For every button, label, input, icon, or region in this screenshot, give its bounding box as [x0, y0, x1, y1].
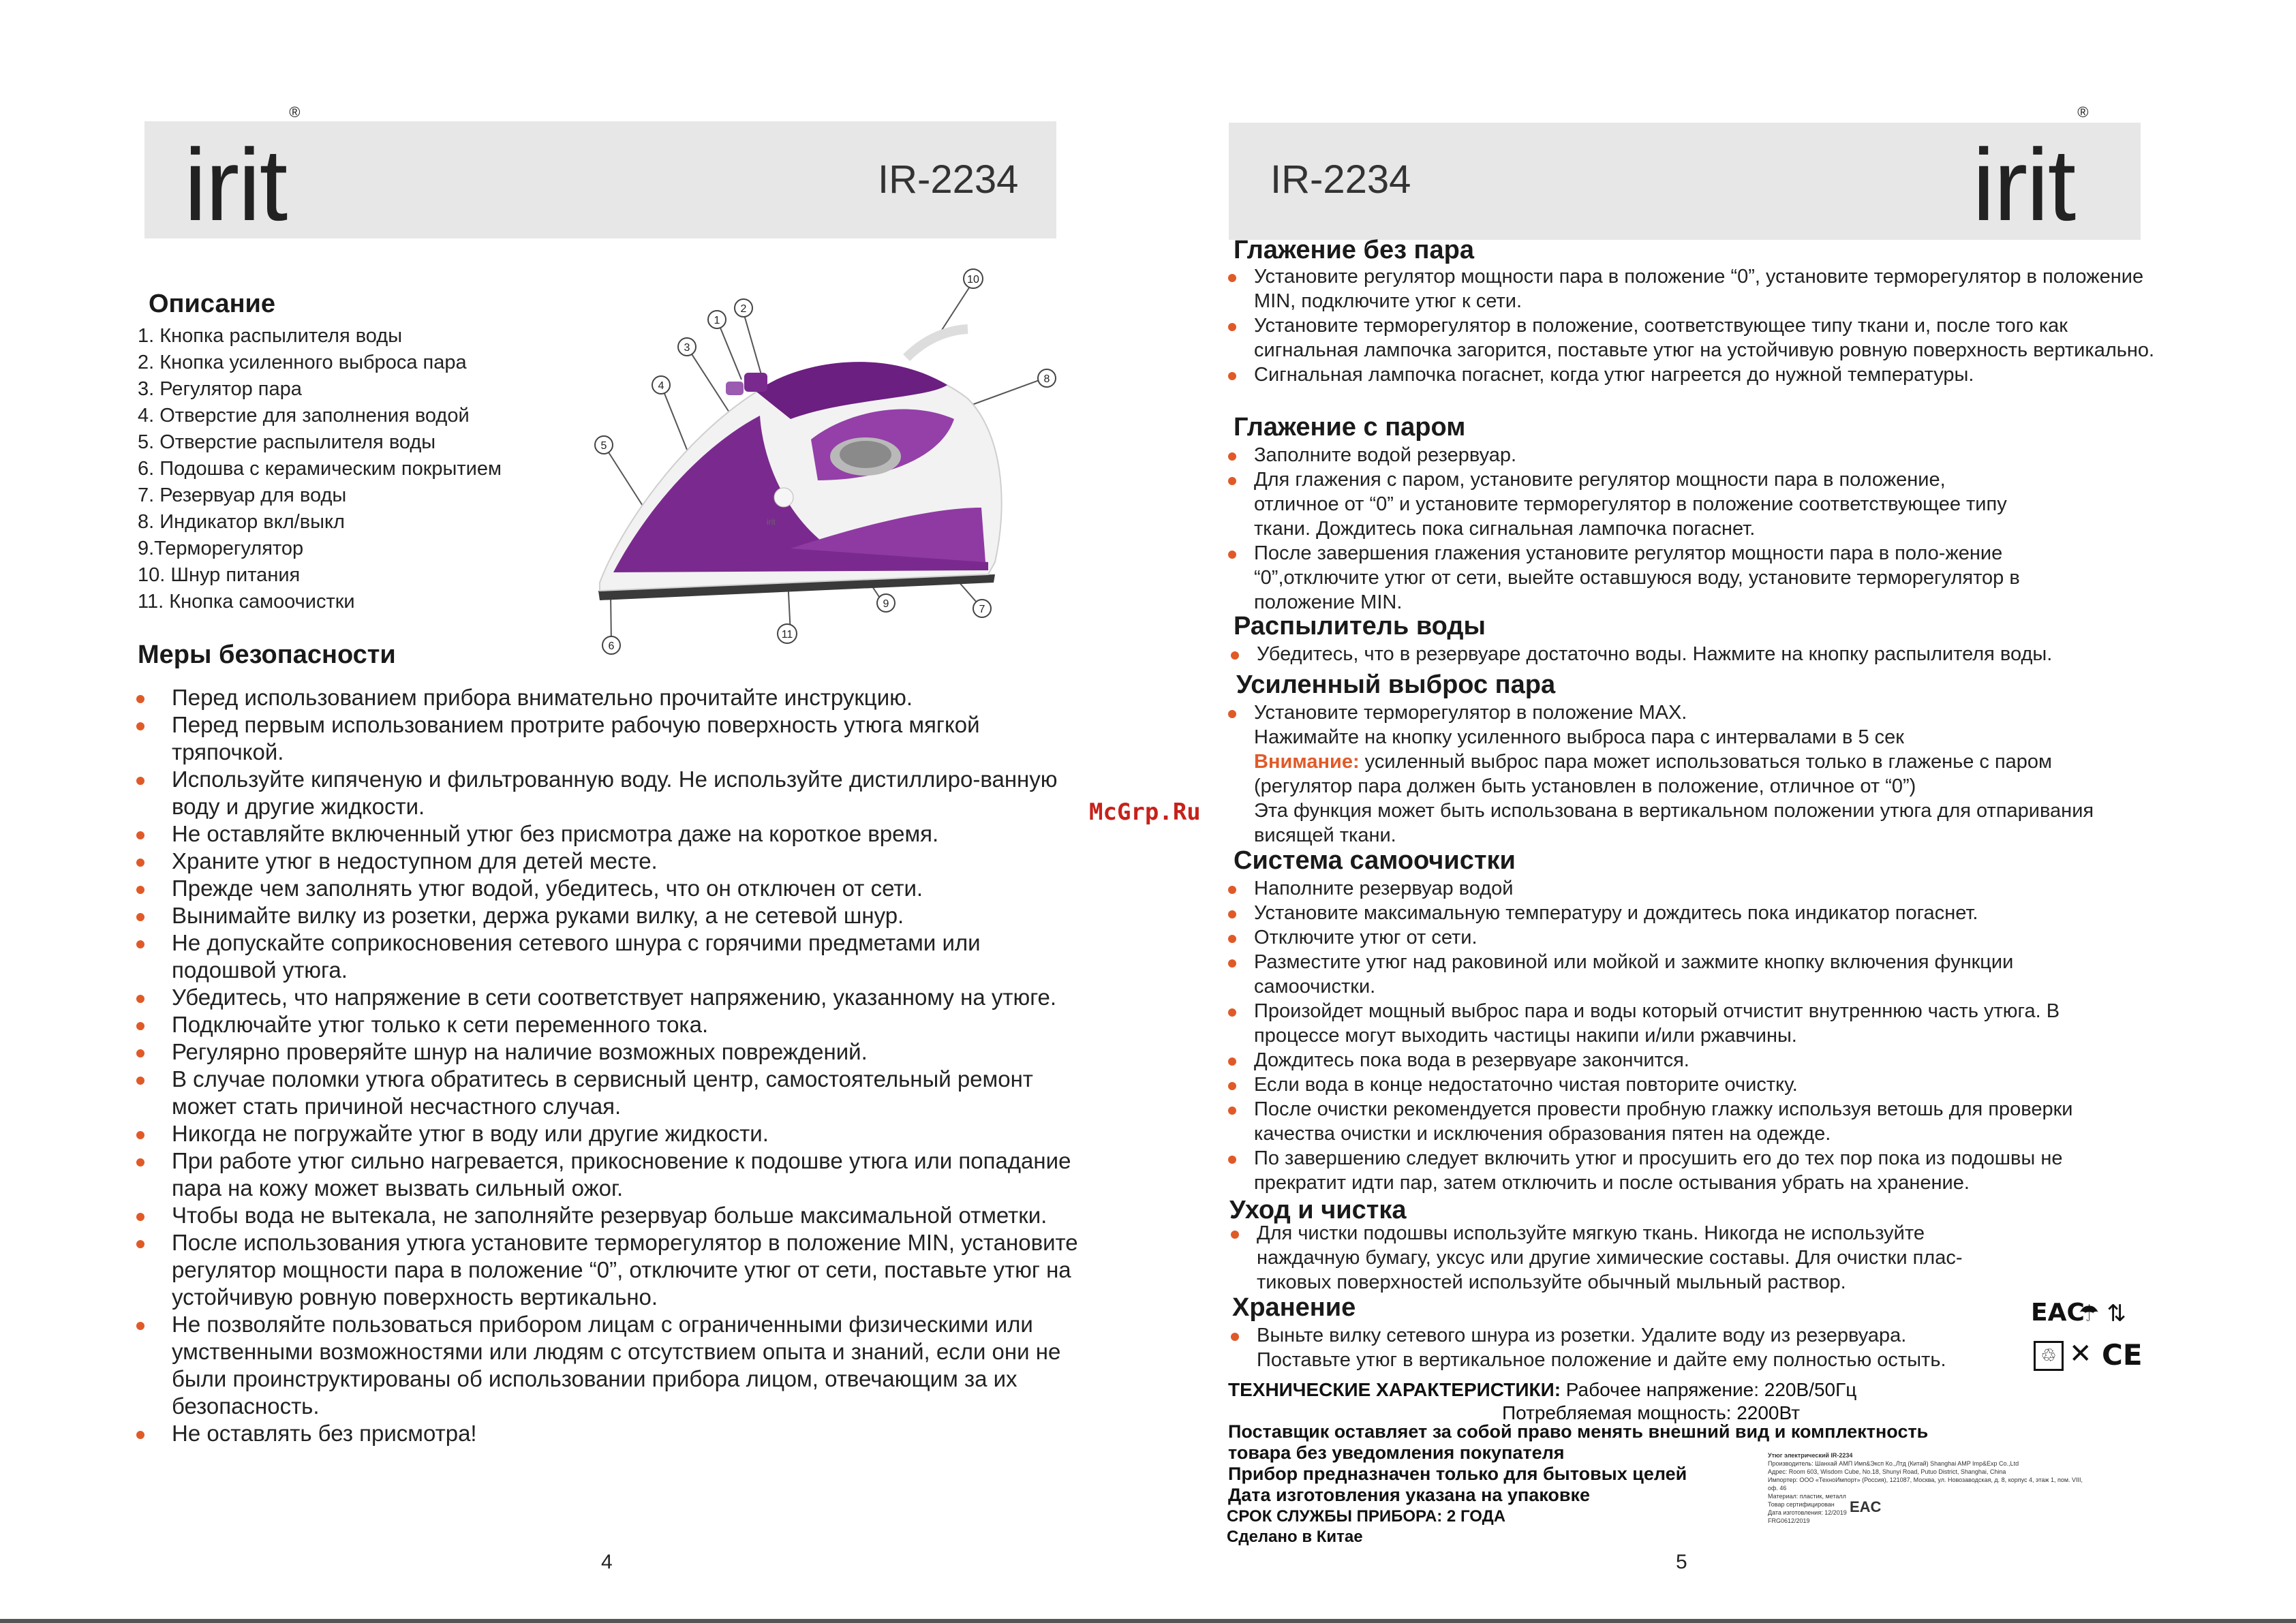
svg-text:9: 9: [883, 598, 889, 610]
instruction-item: Установите регулятор мощности пара в положение “0”, установите терморегулятор в положение MIN, подключите утюг к сети.: [1228, 264, 2169, 313]
svg-text:4: 4: [658, 380, 664, 392]
dry-list: [1228, 264, 2169, 387]
svg-text:8: 8: [1043, 373, 1050, 385]
instruction-item: Для глажения с паром, установите регулятор мощности пара в положение, отличное от “0” и установите терморегулятор в положение соответствующее типу ткани. Дождитесь пока сигнальная лампочка погаснет.: [1228, 467, 2032, 541]
selfclean-title: Система самоочистки: [1234, 846, 1516, 875]
svg-text:2: 2: [740, 303, 747, 315]
right-page: [1148, 0, 2296, 1623]
safety-item: При работе утюг сильно нагревается, прикосновение к подошве утюга или попадание пара на кожу может вызвать сильный ожог.: [136, 1147, 1084, 1202]
safety-item: Не позволяйте пользоваться прибором лицам с ограниченными физическими или умственными возможностями или людям с отсутствием опыта и знаний, если они не были проинструктированы об использовании прибора лицом, отвечающим за их безопасность.: [136, 1311, 1084, 1420]
instruction-item: После завершения глажения установите регулятор мощности пара в поло-жение “0”,отключите утюг от сети, выейте оставшуюся воду, установите терморегулятор в положение MIN.: [1228, 541, 2032, 615]
safety-item: Храните утюг в недоступном для детей месте.: [136, 848, 1084, 875]
callout-5: [595, 436, 613, 454]
safety-item: Используйте кипяченую и фильтрованную воду. Не используйте дистиллиро-ванную воду и другие жидкости.: [136, 766, 1084, 820]
warning-label: Внимание:: [1254, 751, 1360, 773]
description-item: 9.Терморегулятор: [138, 538, 304, 559]
storage-title: Хранение: [1232, 1293, 1356, 1322]
callout-8: [1038, 369, 1056, 387]
selfclean-list: [1228, 876, 2114, 1195]
description-item: 10. Шнур питания: [138, 564, 301, 586]
brand-logo-left: irit®: [184, 104, 299, 242]
description-item: 8. Индикатор вкл/выкл: [138, 511, 345, 533]
care-title: Уход и чистка: [1229, 1196, 1407, 1224]
callout-6: [602, 636, 620, 654]
made-in: Сделано в Китае: [1227, 1528, 1363, 1546]
certification-marks: [2031, 1299, 2154, 1380]
safety-item: Регулярно проверяйте шнур на наличие возможных повреждений.: [136, 1038, 1084, 1066]
self-clean-button: [774, 488, 793, 507]
safety-item: В случае поломки утюга обратитесь в сервисный центр, самостоятельный ремонт может стать причиной несчастного случая.: [136, 1066, 1084, 1120]
eac-mark: EAC: [2031, 1299, 2085, 1327]
description-item: 11. Кнопка самоочистки: [138, 591, 355, 613]
safety-item: Чтобы вода не вытекала, не заполняйте резервуар больше максимальной отметки.: [136, 1202, 1084, 1229]
safety-title: Меры безопасности: [138, 640, 396, 669]
description-item: 3. Регулятор пара: [138, 378, 302, 400]
callout-1: [708, 311, 726, 328]
instruction-item: Выньте вилку сетевого шнура из розетки. Удалите воду из резервуара. Поставьте утюг в вертикальное положение и дайте ему полностью остыть.: [1231, 1323, 2001, 1372]
description-list: [138, 323, 628, 615]
svg-text:6: 6: [608, 640, 615, 652]
product-label: Утюг электрический IR-2234 Производитель: Шанхай АМП Имп&Эксп Ко.,Лтд (Китай) Shanghai AMP Imp&Exp Co.,Ltd Адрес: Room 603, Wisdom Cube, No.18, Shunyi Road, Putuo District, Shanghai, China Импортер: ООО «ТехноИмпорт» (Россия), 121087, Москва, ул. Новозаводская, д. 8, корпус 4, этаж 1, пом. VIII, оф. 46 Материал: пластик, металл Товар сертифицирован Дата изготовления: 12/2019 FRG0612/2019 EAC: [1768, 1452, 2083, 1524]
instruction-item: Разместите утюг над раковиной или мойкой и зажмите кнопку включения функции самоочистки.: [1228, 950, 2114, 999]
burst-title: Усиленный выброс пара: [1236, 670, 1556, 699]
callout-9: [877, 594, 895, 612]
right-model-number: IR-2234: [1270, 157, 1411, 202]
safety-item: Вынимайте вилку из розетки, держа руками вилку, а не сетевой шнур.: [136, 902, 1084, 929]
tech-voltage: Рабочее напряжение: 220В/50Гц: [1561, 1379, 1857, 1400]
ukca-icon: ♲: [2034, 1341, 2064, 1371]
safety-item: Перед первым использованием протрите рабочую поверхность утюга мягкой тряпочкой.: [136, 711, 1084, 766]
svg-text:3: 3: [684, 342, 690, 354]
label-eac-mark: EAC: [1850, 1498, 1882, 1515]
safety-item: Не оставлять без присмотра!: [136, 1420, 1084, 1447]
tech-label: ТЕХНИЧЕСКИЕ ХАРАКТЕРИСТИКИ:: [1228, 1379, 1561, 1400]
callout-3: [678, 338, 696, 356]
description-item: 1. Кнопка распылителя воды: [138, 325, 403, 347]
safety-item: Перед использованием прибора внимательно прочитайте инструкцию.: [136, 684, 1084, 711]
instruction-item: По завершению следует включить утюг и просушить его до тех пор пока из подошвы не прекратит идти пар, затем отключить и после остывания убрать на хранение.: [1228, 1146, 2114, 1195]
safety-item: Прежде чем заполнять утюг водой, убедитесь, что он отключен от сети.: [136, 875, 1084, 902]
power-cord: [906, 329, 968, 358]
handling-icons: ☂ ⇅: [2079, 1300, 2126, 1327]
callout-4: [652, 376, 670, 394]
instruction-item: Произойдет мощный выброс пара и воды который отчистит внутреннюю часть утюга. В процессе могут выходить частицы накипи и/или ржавчины.: [1228, 999, 2114, 1048]
description-item: 2. Кнопка усиленного выброса пара: [138, 352, 467, 373]
callout-7: [973, 600, 991, 617]
spray-title: Распылитель воды: [1234, 612, 1486, 640]
callout-10: [964, 269, 983, 288]
svg-text:5: 5: [600, 440, 607, 452]
svg-text:11: 11: [781, 629, 793, 640]
storage-list: [1231, 1323, 2001, 1372]
recycle-bin-icon: ✕: [2069, 1338, 2092, 1370]
description-item: 7. Резервуар для воды: [138, 484, 347, 506]
instruction-item: Сигнальная лампочка погаснет, когда утюг нагреется до нужной температуры.: [1228, 362, 2169, 387]
safety-item: Не допускайте соприкосновения сетевого шнура с горячими предметами или подошвой утюга.: [136, 929, 1084, 984]
instruction-item: Наполните резервуар водой: [1228, 876, 2114, 901]
watermark: McGrp.Ru: [1089, 799, 1201, 826]
safety-list: [136, 684, 1084, 1447]
svg-text:1: 1: [714, 315, 720, 326]
safety-item: Убедитесь, что напряжение в сети соответствует напряжению, указанному на утюге.: [136, 984, 1084, 1011]
safety-item: После использования утюга установите терморегулятор в положение MIN, установите регулятор мощности пара в положение “0”, отключите утюг от сети, поставьте утюг на устойчивую ровную поверхность вертикально.: [136, 1229, 1084, 1311]
ce-mark: CE: [2102, 1338, 2143, 1372]
dry-title: Глажение без пара: [1234, 236, 1474, 264]
burst-item: Установите терморегулятор в положение MAX. Нажимайте на кнопку усиленного выброса пара с интервалами в 5 сек Внимание: усиленный выброс пара может использоваться только в глаженье с паром (регулятор пара должен быть установлен в положение, отличное от “0”) Эта функция может быть использована в вертикальном положении утюга для отпаривания висящей ткани.: [1228, 700, 2114, 848]
supplier-notes: Поставщик оставляет за собой право менять внешний вид и комплектность товара без уведомления покупателя Прибор предназначен только для бытовых целей Дата изготовления указана на упаковке: [1228, 1421, 1929, 1505]
steam-burst-button: [744, 373, 767, 392]
instruction-item: Убедитесь, что в резервуаре достаточно воды. Нажмите на кнопку распылителя воды.: [1231, 642, 2185, 666]
spray-button: [726, 382, 744, 395]
tech-power: Потребляемая мощность: 2200Вт: [1502, 1402, 1801, 1423]
instruction-item: Дождитесь пока вода в резервуаре закончится.: [1228, 1048, 2114, 1072]
tech-specs: [1228, 1378, 1856, 1402]
left-model-number: IR-2234: [878, 157, 1019, 202]
spray-list: [1231, 642, 2185, 666]
page-number-right: 5: [1676, 1551, 1687, 1573]
instruction-item: Для чистки подошвы используйте мягкую ткань. Никогда не используйте наждачную бумагу, уксус или другие химические составы. Для очистки плас-тиковых поверхностей используйте обычный мыльный раствор.: [1231, 1221, 2008, 1295]
steam-list: [1228, 443, 2032, 615]
instruction-item: После очистки рекомендуется провести пробную глажку используя ветошь для проверки качества очистки и исключения образования пятен на одежде.: [1228, 1097, 2114, 1146]
service-life: СРОК СЛУЖБЫ ПРИБОРА: 2 ГОДА: [1227, 1507, 1506, 1526]
description-item: 5. Отверстие распылителя воды: [138, 431, 436, 453]
page-number-left: 4: [601, 1551, 613, 1573]
iron-illustration: [586, 262, 1077, 664]
safety-item: Никогда не погружайте утюг в воду или другие жидкости.: [136, 1120, 1084, 1147]
svg-text:irit: irit: [767, 517, 776, 527]
description-item: 6. Подошва с керамическим покрытием: [138, 458, 502, 480]
brand-logo-right: irit®: [1972, 104, 2087, 242]
instruction-item: Если вода в конце недостаточно чистая повторите очистку.: [1228, 1072, 2114, 1097]
care-list: [1231, 1221, 2008, 1295]
page-bottom-border: [0, 1619, 2296, 1623]
instruction-item: Установите максимальную температуру и дождитесь пока индикатор погаснет.: [1228, 901, 2114, 925]
instruction-item: Заполните водой резервуар.: [1228, 443, 2032, 467]
description-item: 4. Отверстие для заполнения водой: [138, 405, 470, 427]
description-title: Описание: [149, 290, 276, 318]
safety-item: Не оставляйте включенный утюг без присмотра даже на короткое время.: [136, 820, 1084, 848]
svg-text:7: 7: [979, 604, 985, 615]
instruction-item: Отключите утюг от сети.: [1228, 925, 2114, 950]
svg-text:10: 10: [967, 274, 979, 285]
callout-2: [735, 299, 752, 317]
steam-title: Глажение с паром: [1234, 413, 1466, 442]
callout-11: [778, 624, 797, 643]
safety-item: Подключайте утюг только к сети переменного тока.: [136, 1011, 1084, 1038]
burst-list: [1228, 700, 2114, 848]
instruction-item: Установите терморегулятор в положение, соответствующее типу ткани и, после того как сигнальная лампочка загорится, поставьте утюг на устойчивую ровную поверхность вертикально.: [1228, 313, 2169, 362]
